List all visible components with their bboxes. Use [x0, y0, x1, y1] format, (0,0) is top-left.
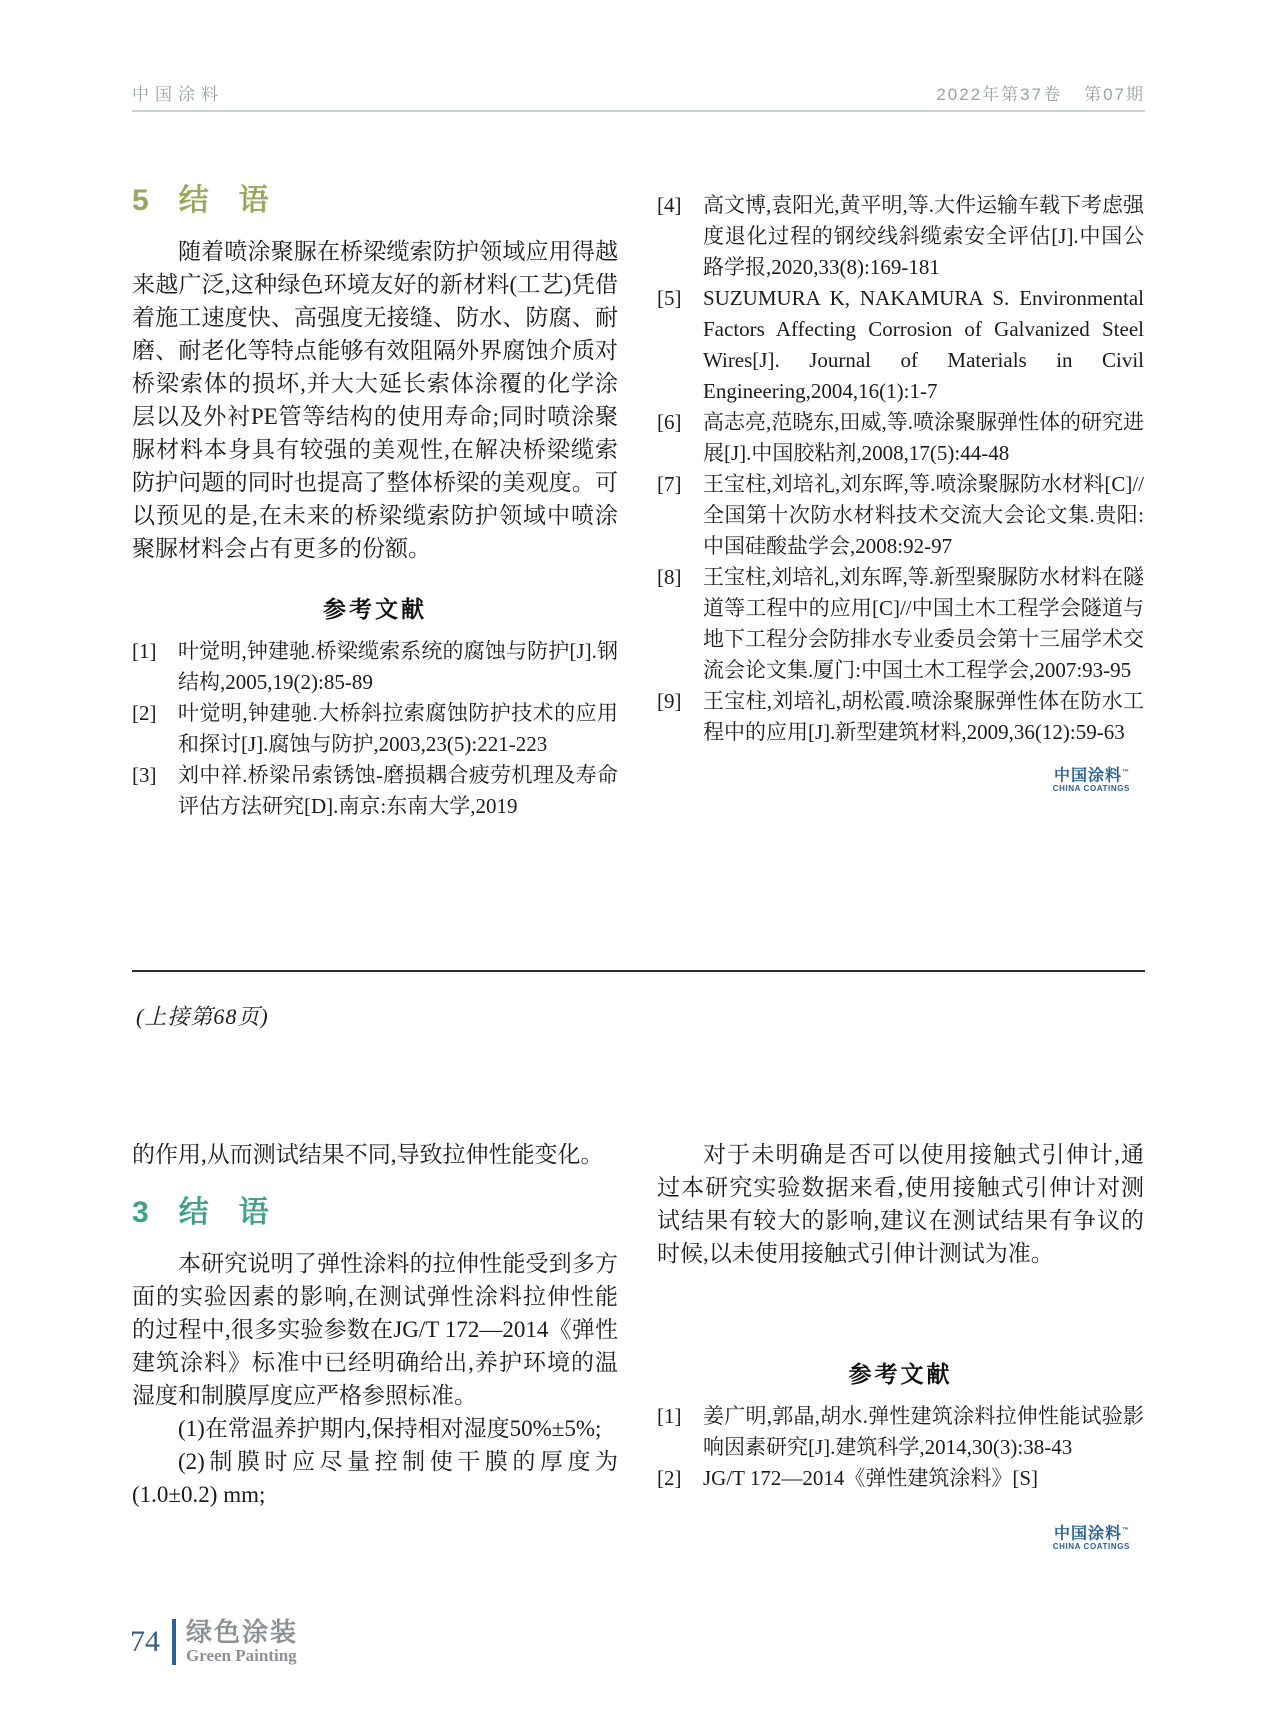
issue-number-text: 第07期	[1084, 85, 1145, 104]
ref-number: [7]	[657, 472, 682, 496]
section-3-number: 3	[132, 1196, 149, 1229]
reference-item	[657, 283, 1144, 407]
reference-item	[132, 760, 618, 822]
bottom-left-column	[132, 1138, 618, 1511]
ref-number: [5]	[657, 286, 682, 310]
article-divider	[132, 970, 1145, 972]
reference-item	[657, 1401, 1144, 1463]
page-header	[132, 80, 1145, 112]
section-5-title: 结 语	[178, 184, 269, 217]
ref-text: 王宝柱,刘培礼,刘东晖,等.喷涂聚脲防水材料[C]//全国第十次防水材料技术交流大会论文集.贵阳:中国硅酸盐学会,2008:92-97	[703, 472, 1144, 558]
footer-page-number: 74	[130, 1624, 160, 1658]
section-3-heading	[132, 1195, 618, 1231]
ref-number: [1]	[657, 1404, 682, 1428]
reference-item	[132, 698, 618, 760]
reference-item	[657, 407, 1144, 469]
footer-column-name	[186, 1618, 298, 1665]
reference-item	[657, 1463, 1144, 1494]
ref-text: 姜广明,郭晶,胡水.弹性建筑涂料拉伸性能试验影响因素研究[J].建筑科学,2014,30(3):38-43	[703, 1404, 1144, 1459]
top-right-column	[657, 190, 1144, 793]
ref-number: [9]	[657, 689, 682, 713]
reference-item	[657, 686, 1144, 748]
logo-en-text: CHINA COATINGS	[1052, 784, 1130, 794]
ref-text: 叶觉明,钟建驰.桥梁缆索系统的腐蚀与防护[J].钢结构,2005,19(2):85-89	[178, 639, 618, 694]
bottom-right-paragraph: 对于未明确是否可以使用接触式引伸计,通过本研究实验数据来看,使用接触式引伸计对测试结果有较大的影响,建议在测试结果有争议的时候,以未使用接触式引伸计测试为准。	[657, 1142, 1144, 1266]
section-3-paragraph: 本研究说明了弹性涂料的拉伸性能受到多方面的实验因素的影响,在测试弹性涂料拉伸性能的过程中,很多实验参数在JG/T 172—2014《弹性建筑涂料》标准中已经明确给出,养护环境的温湿度和制膜厚度应严格参照标准。	[132, 1251, 618, 1408]
continued-from-note: (上接第68页)	[136, 1004, 269, 1029]
ref-text: JG/T 172—2014《弹性建筑涂料》[S]	[703, 1466, 1039, 1490]
ref-number: [2]	[132, 701, 157, 725]
bottom-right-column	[657, 1138, 1144, 1551]
ref-text: SUZUMURA K, NAKAMURA S. Environmental Factors Affecting Corrosion of Galvanized Steel Wires[J]. Journal of Materials in Civil Engineering,2004,16(1):1-7	[703, 286, 1144, 403]
china-coatings-logo	[657, 764, 1144, 793]
ref-text: 王宝柱,刘培礼,胡松霞.喷涂聚脲弹性体在防水工程中的应用[J].新型建筑材料,2009,36(12):59-63	[703, 689, 1144, 744]
note-item-2: (2)制膜时应尽量控制使干膜的厚度为(1.0±0.2) mm;	[132, 1449, 618, 1507]
page-footer	[130, 1618, 298, 1665]
ref-text: 刘中祥.桥梁吊索锈蚀-磨损耦合疲劳机理及寿命评估方法研究[D].南京:东南大学,2019	[178, 763, 618, 818]
lead-line: 的作用,从而测试结果不同,导致拉伸性能变化。	[132, 1142, 604, 1167]
ref-text: 王宝柱,刘培礼,刘东晖,等.新型聚脲防水材料在隧道等工程中的应用[C]//中国土木工程学会隧道与地下工程分会防排水专业委员会第十三届学术交流会论文集.厦门:中国土木工程学会,2007:93-95	[703, 565, 1144, 682]
trademark-icon: ™	[1122, 769, 1130, 776]
ref-text: 高文博,袁阳光,黄平明,等.大件运输车载下考虑强度退化过程的钢绞线斜缆索安全评估[J].中国公路学报,2020,33(8):169-181	[703, 193, 1144, 279]
logo-cn-text: 中国涂料™	[1053, 1525, 1130, 1543]
references-title-bottom: 参考文献	[848, 1361, 953, 1387]
section-5-paragraph: 随着喷涂聚脲在桥梁缆索防护领域应用得越来越广泛,这种绿色环境友好的新材料(工艺)凭借着施工速度快、高强度无接缝、防水、防腐、耐磨、耐老化等特点能够有效阻隔外界腐蚀介质对桥梁索体的损坏,并大大延长索体涂覆的化学涂层以及外衬PE管等结构的使用寿命;同时喷涂聚脲材料本身具有较强的美观性,在解决桥梁缆索防护问题的同时也提高了整体桥梁的美观度。可以预见的是,在未来的桥梁缆索防护领域中喷涂聚脲材料会占有更多的份额。	[132, 239, 618, 561]
logo-cn-text: 中国涂料™	[1053, 767, 1130, 785]
reference-item	[657, 190, 1144, 283]
ref-text: 高志亮,范晓东,田威,等.喷涂聚脲弹性体的研究进展[J].中国胶粘剂,2008,17(5):44-48	[703, 410, 1144, 465]
ref-number: [4]	[657, 193, 682, 217]
ref-number: [6]	[657, 410, 682, 434]
reference-item	[657, 562, 1144, 686]
ref-number: [2]	[657, 1466, 682, 1490]
footer-column-en: Green Painting	[186, 1646, 297, 1665]
ref-number: [3]	[132, 763, 157, 787]
volume-text: 2022年第37卷	[936, 85, 1063, 104]
section-5-heading	[132, 183, 618, 219]
china-coatings-logo	[657, 1522, 1144, 1551]
footer-divider-bar	[172, 1619, 176, 1665]
ref-number: [8]	[657, 565, 682, 589]
references-title-top: 参考文献	[323, 596, 427, 622]
ref-number: [1]	[132, 639, 157, 663]
logo-en-text: CHINA COATINGS	[1052, 1542, 1130, 1552]
section-3-title: 结 语	[178, 1196, 269, 1229]
section-5-number: 5	[132, 184, 149, 217]
ref-text: 叶觉明,钟建驰.大桥斜拉索腐蚀防护技术的应用和探讨[J].腐蚀与防护,2003,23(5):221-223	[178, 701, 618, 756]
note-item-1: (1)在常温养护期内,保持相对湿度50%±5%;	[178, 1416, 602, 1441]
trademark-icon: ™	[1122, 1527, 1130, 1534]
footer-column-cn: 绿色涂装	[186, 1617, 299, 1647]
top-left-column	[132, 183, 618, 822]
journal-name: 中国涂料	[132, 85, 224, 104]
issue-info	[936, 80, 1145, 105]
reference-item	[657, 469, 1144, 562]
reference-item	[132, 636, 618, 698]
